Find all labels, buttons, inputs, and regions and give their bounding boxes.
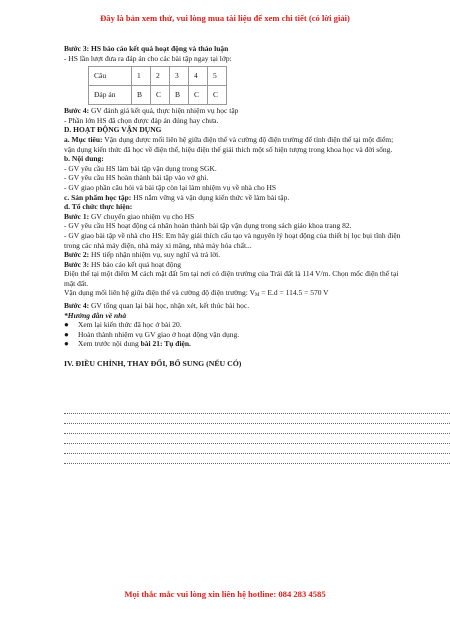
objective-text: Vận dụng được mối liên hệ giữa điện thế và cường độ điện trường để tính điện thế tại một điểm; vận dụng kiến thức đã học về điện thế, hiệu điện thế giải thích một số hiện tượng trong khoa học và đời sống. — [64, 134, 394, 154]
blank-lines — [64, 404, 450, 464]
blank-line — [64, 444, 450, 454]
content-line: - GV yêu cầu HS làm bài tập vận dụng trong SGK. — [64, 163, 217, 173]
objective-label: a. Mục tiêu: — [64, 134, 103, 144]
blank-line — [64, 404, 450, 414]
step2-heading — [64, 250, 404, 260]
product-paragraph — [64, 193, 404, 203]
homework-item-text: Xem trước nội dung — [78, 339, 141, 349]
step-text: HS báo cáo kết quả hoạt động và thảo luận — [89, 44, 229, 53]
table-cell: Câu — [89, 67, 132, 86]
blank-line — [64, 414, 450, 424]
step-label: Bước 4: — [64, 106, 90, 116]
content-line: - GV giao phần câu hỏi và bài tập còn lại làm nhiệm vụ về nhà cho HS — [64, 182, 277, 192]
table-cell: 3 — [170, 67, 189, 86]
table-cell: 5 — [208, 67, 227, 86]
formula-text: Vận dụng mối liên hệ giữa điện thế và cường độ điện trường: V — [64, 288, 255, 298]
step-text: GV đánh giá kết quả, thực hiện nhiệm vụ học tập — [89, 106, 239, 116]
product-label: c. Sản phẩm học tập: — [64, 192, 132, 202]
homework-item-lesson: bài 21: Tụ điện. — [140, 339, 191, 349]
step3-line: Điện thế tại một điểm M cách mặt đất 5m tại nơi có điện trường của Trái đất là 114 V/m. Chọn mốc điện thế tại mặt đất. — [64, 269, 399, 288]
header-notice: Đây là bản xem thử, vui lòng mua tài liệu để xem chi tiết (có lời giải) — [100, 13, 350, 23]
step-text: GV chuyển giao nhiệm vụ cho HS — [89, 211, 195, 221]
section-iv-title: IV. ĐIỀU CHỈNH, THAY ĐỔI, BỔ SUNG (NẾU CÓ) — [64, 359, 242, 369]
step1-line: - GV giao bài tập về nhà cho HS: Em hãy giải thích cấu tạo và nguyên lý hoạt động của thiết bị lọc bụi tĩnh điện trong các nhà máy điện, nhà máy xi măng, nhà máy hóa chất... — [64, 230, 401, 250]
homework-item — [64, 339, 404, 349]
step-text: HS báo cáo kết quả hoạt động — [89, 259, 181, 269]
step4-heading — [64, 106, 404, 116]
step3-heading — [64, 260, 404, 270]
content-line: - GV yêu cầu HS hoàn thành bài tập vào vở ghi. — [64, 173, 209, 183]
step-text: HS tiếp nhận nhiệm vụ, suy nghĩ và trả lời. — [89, 250, 221, 260]
formula-result: = E.d = 114.5 = 570 V — [259, 288, 329, 298]
table-cell: C — [151, 86, 170, 105]
organization-label: d. Tổ chức thực hiện: — [64, 202, 133, 212]
table-row — [89, 86, 227, 105]
step1-line: - GV yêu cầu HS hoạt động cá nhân hoàn thành bài tập vận dụng trong sách giáo khoa trang 82. — [64, 221, 352, 231]
formula-subscript: M — [255, 293, 260, 299]
homework-item: ● Xem lại kiến thức đã học ở bài 20. — [64, 320, 404, 330]
step-label: Bước 3: — [64, 259, 90, 269]
table-cell: 2 — [151, 67, 170, 86]
table-cell: C — [189, 86, 208, 105]
footer-notice: Mọi thắc mắc vui lòng xin liên hệ hotline: 084 283 4585 — [124, 589, 326, 599]
table-cell: 4 — [189, 67, 208, 86]
table-cell: 1 — [132, 67, 151, 86]
step4-line: - Phần lớn HS đã chọn được đáp án đúng hay chưa. — [64, 115, 219, 125]
section-d-title: D. HOẠT ĐỘNG VẬN DỤNG — [64, 125, 162, 135]
step3-line: - HS lần lượt đưa ra đáp án cho các bài tập ngay tại lớp: — [64, 53, 232, 63]
step-label: Bước 3: — [64, 44, 90, 53]
formula-line — [64, 288, 404, 301]
content-label: b. Nội dung: — [64, 154, 104, 164]
step-label: Bước 1: — [64, 211, 90, 221]
table-cell: C — [208, 86, 227, 105]
table-cell: B — [132, 86, 151, 105]
table-cell: Đáp án — [89, 86, 132, 105]
objective-paragraph — [64, 135, 404, 154]
step-label: Bước 2: — [64, 250, 90, 260]
answer-table — [88, 66, 227, 105]
step1-heading — [64, 212, 404, 222]
product-text: HS nắm vững và vận dụng kiến thức về làm bài tập. — [131, 192, 290, 202]
homework-item: ● Hoàn thành nhiệm vụ GV giao ở hoạt động vận dụng. — [64, 330, 404, 340]
blank-line — [64, 434, 450, 444]
blank-line — [64, 424, 450, 434]
table-row — [89, 67, 227, 86]
homework-title: *Hướng dẫn về nhà — [64, 310, 127, 320]
document-body — [64, 44, 404, 369]
step-text: GV tổng quan lại bài học, nhận xét, kết thúc bài học. — [89, 301, 250, 311]
table-cell: B — [170, 86, 189, 105]
step-label: Bước 4: — [64, 301, 90, 311]
blank-line — [64, 454, 450, 464]
step3-heading — [64, 44, 404, 54]
step4-heading — [64, 301, 404, 311]
